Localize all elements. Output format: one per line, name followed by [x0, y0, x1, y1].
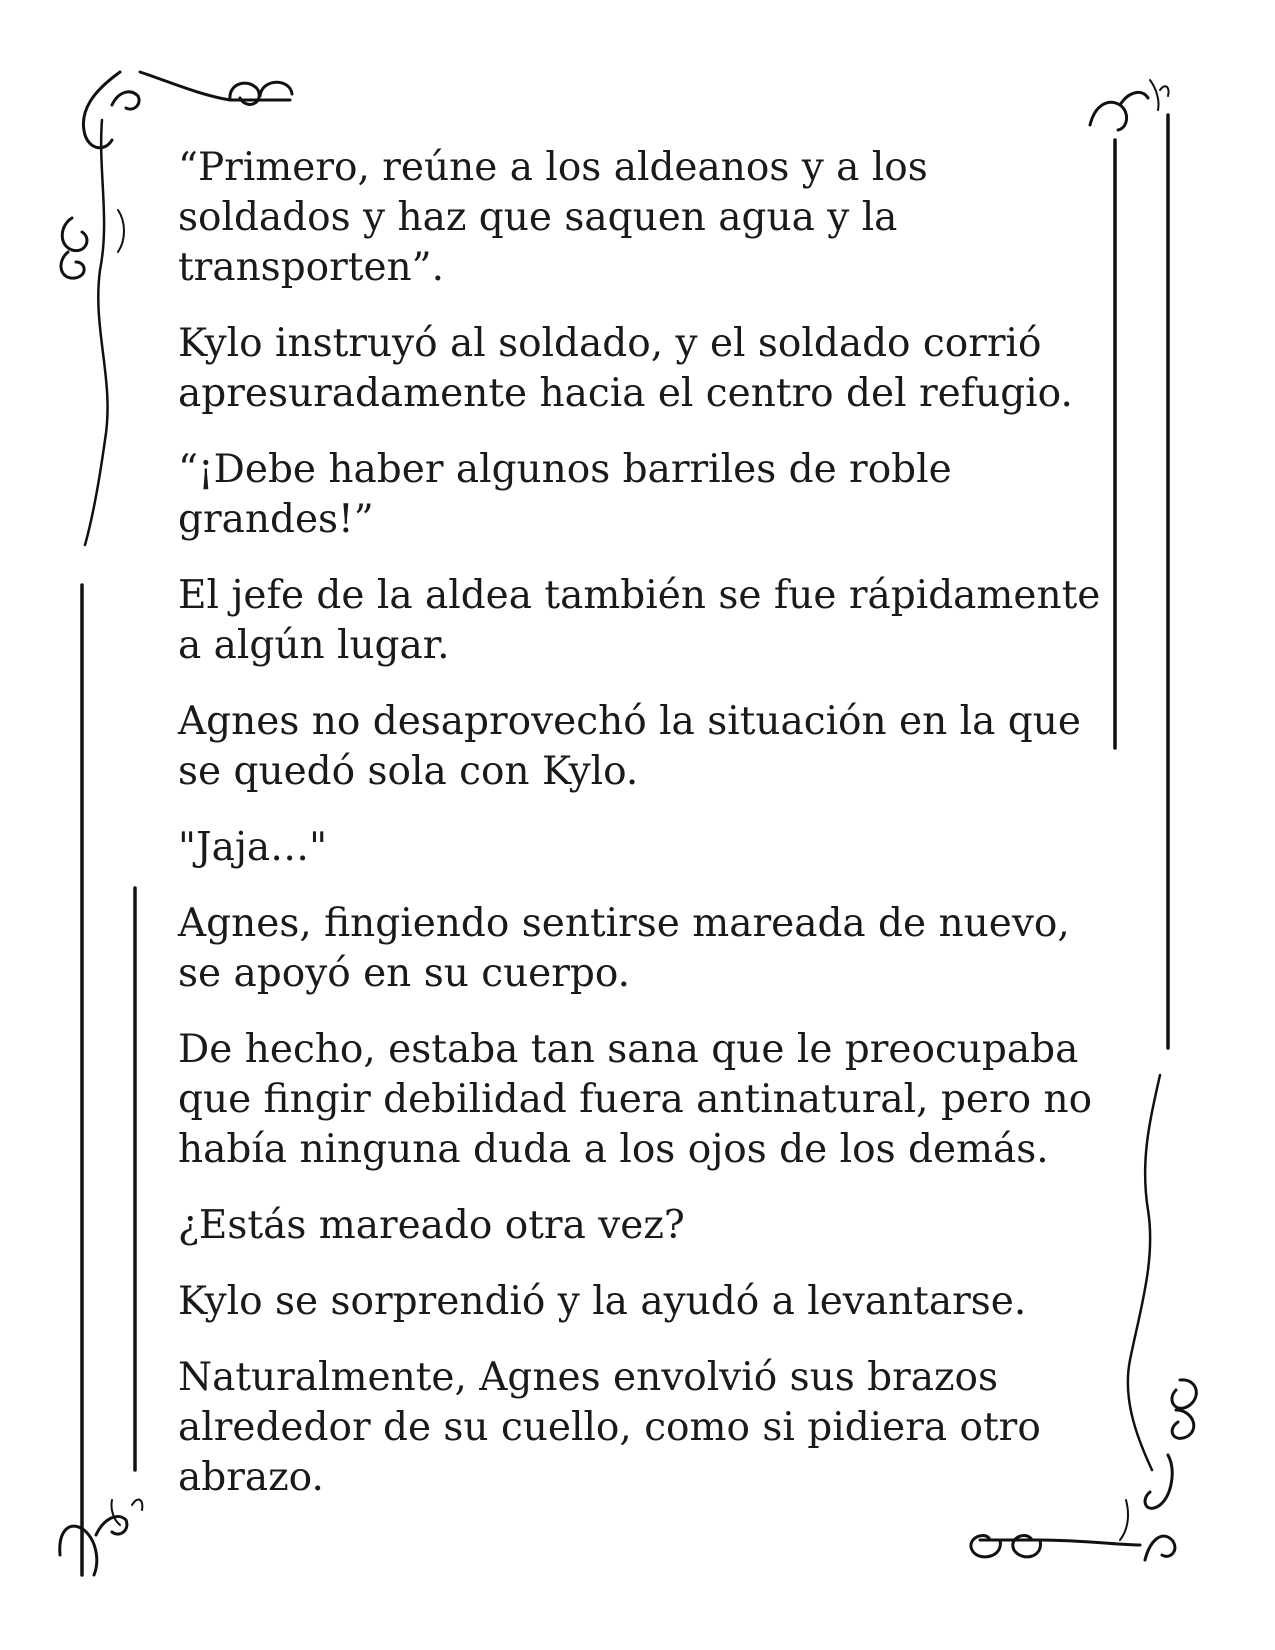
paragraph: "Jaja…" — [178, 825, 328, 870]
paragraph: “¡Debe haber algunos barriles de roble grandes!” — [178, 447, 952, 542]
bottom-left-flourish-icon — [60, 1500, 143, 1575]
paragraph: Agnes, fingiendo sentirse mareada de nuevo, se apoyó en su cuerpo. — [178, 901, 1070, 996]
paragraph: Naturalmente, Agnes envolvió sus brazos alrededor de su cuello, como si pidiera otro abrazo. — [178, 1355, 1041, 1500]
paragraph: “Primero, reúne a los aldeanos y a los soldados y haz que saquen agua y la transporten”. — [178, 145, 928, 290]
body-text — [178, 143, 1108, 1529]
paragraph: ¿Estás mareado otra vez? — [178, 1203, 685, 1248]
paragraph: Kylo instruyó al soldado, y el soldado corrió apresuradamente hacia el centro del refugio. — [178, 321, 1073, 416]
paragraph: El jefe de la aldea también se fue rápidamente a algún lugar. — [178, 573, 1101, 668]
paragraph: De hecho, estaba tan sana que le preocupaba que fingir debilidad fuera antinatural, pero no había ninguna duda a los ojos de los demás. — [178, 1027, 1093, 1172]
top-right-flourish-icon — [1090, 80, 1169, 130]
paragraph: Agnes no desaprovechó la situación en la que se quedó sola con Kylo. — [178, 699, 1081, 794]
paragraph: Kylo se sorprendió y la ayudó a levantarse. — [178, 1279, 1027, 1324]
